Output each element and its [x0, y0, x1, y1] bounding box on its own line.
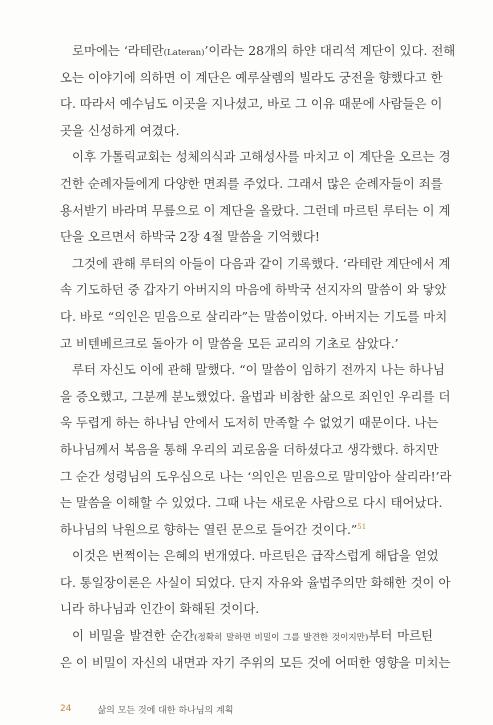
text-line	[60, 38, 456, 65]
page-number: 24	[60, 704, 72, 714]
text-line: 욱 두렵게 하는 하나님 안에서 도저히 만족할 수 없었기 때문이다. 나는	[60, 415, 439, 431]
text-line: 고 비텐베르크로 돌아가 이 말씀을 모든 교리의 기초로 삼았다.’	[60, 335, 399, 351]
text-line	[60, 517, 433, 544]
text-segment: 부터 마르틴	[368, 628, 434, 644]
body-text	[60, 38, 456, 676]
text-line: 루터 자신도 이에 관해 말했다. “이 말씀이 임하기 전까지 나는 하나님	[72, 362, 445, 378]
text-line: 단을 오르면서 하박국 2장 4절 말씀을 기억했다!	[60, 229, 320, 245]
text-line: 다. 바로 “의인은 믿음으로 살리라”는 말씀이었다. 아버지는 기도를 마치	[60, 308, 448, 324]
text-line: 이것은 번쩍이는 은혜의 번개였다. 마르틴은 급작스럽게 해답을 얻었	[72, 548, 439, 564]
text-line: 그 순간 성령님의 도우심으로 나는 ‘의인은 믿음으로 말미암아 살리라!’라	[60, 468, 452, 484]
text-line: 이후 가톨릭교회는 성체의식과 고해성사를 마치고 이 계단을 오르는 경	[72, 149, 451, 165]
text-line: 곳을 신성하게 여겼다.	[60, 122, 180, 138]
text-segment: 이 비밀을 발견한 순간	[72, 628, 195, 644]
paragraph	[60, 623, 451, 676]
text-line: 그것에 관해 루터의 아들이 다음과 같이 기록했다. ‘라테란 계단에서 계	[72, 255, 451, 271]
parenthetical-note: (정확히 말하면 비밀이 그를 발견한 것이지만)	[194, 633, 369, 644]
text-line	[60, 623, 433, 650]
text-line: 오는 이야기에 의하면 이 계단은 예루살렘의 빌라도 궁전을 향했다고 한	[60, 69, 443, 85]
text-segment: 하나님의 낙원으로 향하는 열린 문으로 들어간 것이다.”	[60, 521, 358, 537]
text-line: 은 이 비밀이 자신의 내면과 자기 주위의 모든 것에 어떠한 영향을 미치는	[60, 654, 451, 670]
text-line: 니라 하나님과 인간이 화해된 것이다.	[60, 601, 260, 617]
text-line: 하나님께서 복음을 통해 우리의 괴로움을 더하셨다고 생각했다. 하지만	[60, 441, 439, 457]
text-segment: ’이라는 28개의 하얀 대리석 계단이 있다. 전해	[204, 43, 456, 58]
paragraph	[60, 38, 456, 144]
footnote-marker: 51	[357, 522, 367, 531]
text-line: 다. 통일장이론은 사실이 되었다. 단지 자유와 율법주의만 화해한 것이 아	[60, 574, 451, 590]
book-title: 삶의 모든 것에 대한 하나님의 계획	[97, 705, 234, 716]
text-line: 다. 따라서 예수님도 이곳을 지나셨고, 바로 그 이유 때문에 사람들은 이	[60, 96, 443, 112]
text-line: 을 증오했고, 그분께 분노했었다. 율법과 비참한 삶으로 죄인인 우리를 더	[60, 388, 451, 404]
text-line: 건한 순례자들에게 다양한 면죄를 주었다. 그래서 많은 순례자들이 죄를	[60, 175, 443, 191]
text-line: 용서받기 바라며 무릎으로 이 계단을 올랐다. 그런데 마르틴 루터는 이 계	[60, 202, 451, 218]
text-line: 속 기도하던 중 갑자기 아버지의 마음에 하박국 선지자의 말씀이 와 닿았	[60, 282, 447, 298]
parenthetical-note: (Lateran)	[163, 48, 205, 58]
text-line: 는 말씀을 이해할 수 있었다. 그때 나는 새로운 사람으로 다시 태어났다.	[60, 495, 443, 511]
paragraph	[60, 144, 451, 250]
paragraph	[60, 543, 451, 623]
text-segment: 로마에는 ‘라테란	[72, 43, 164, 58]
paragraph	[60, 251, 451, 357]
paragraph	[60, 357, 452, 543]
page-footer	[60, 702, 233, 716]
